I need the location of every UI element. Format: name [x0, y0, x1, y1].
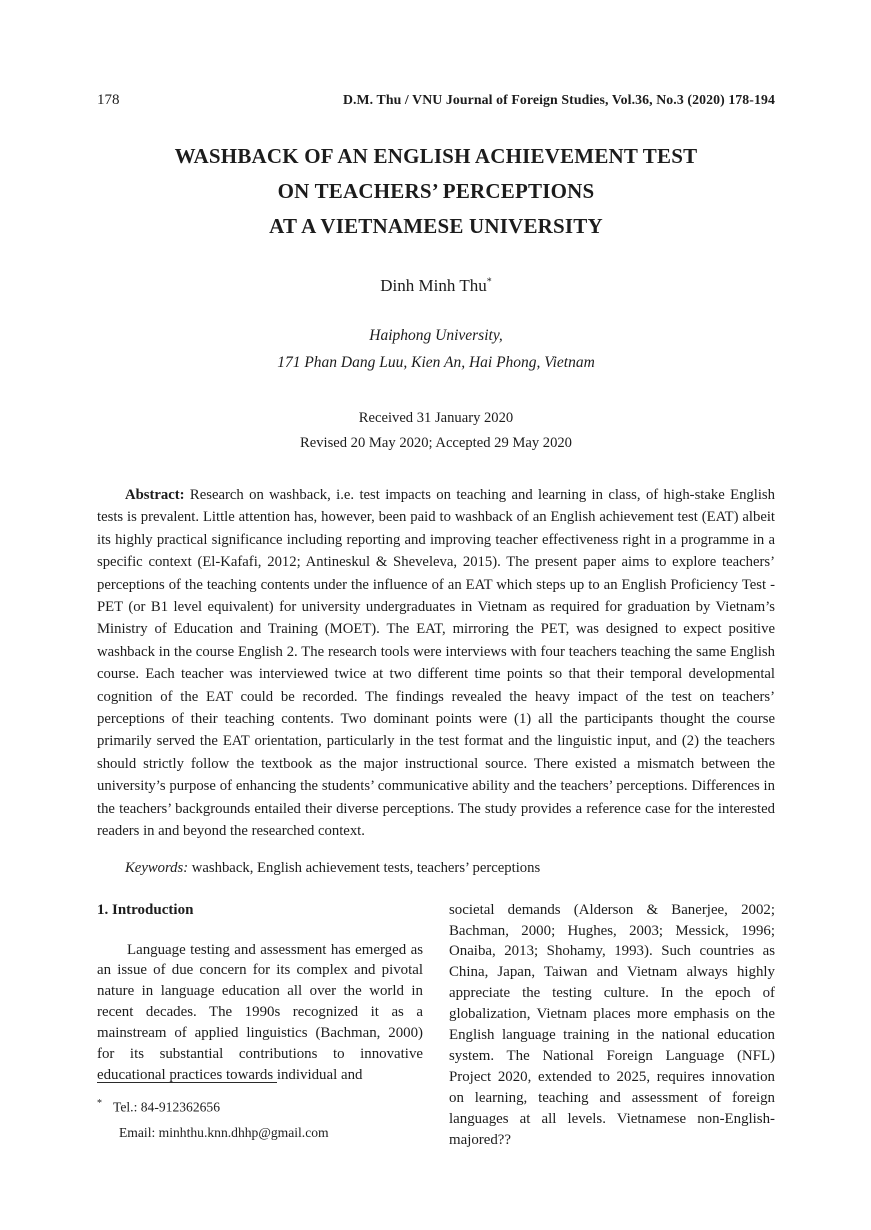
footnote-tel-line	[97, 1091, 437, 1120]
footnote-tel: Tel.: 84-912362656	[113, 1099, 221, 1115]
author-footnote-marker: *	[486, 276, 492, 288]
author-name: Dinh Minh Thu	[380, 276, 487, 295]
page-number: 178	[97, 92, 120, 108]
footnote-marker: *	[97, 1098, 102, 1109]
keywords-label: Keywords:	[125, 860, 189, 877]
page-header	[97, 92, 775, 109]
keywords-text: washback, English achievement tests, teachers’ perceptions	[188, 860, 541, 877]
revised-accepted-date: Revised 20 May 2020; Accepted 29 May 2020	[300, 435, 572, 451]
keywords-line	[97, 857, 775, 879]
footnote-email: Email: minhthu.knn.dhhp@gmail.com	[119, 1124, 329, 1140]
paper-title-line2: ON TEACHERS’ PERCEPTIONS	[277, 179, 595, 203]
affiliation-line2: 171 Phan Dang Luu, Kien An, Hai Phong, Vietnam	[277, 354, 595, 371]
introduction-right-text: societal demands (Alderson & Banerjee, 2002; Bachman, 2000; Hughes, 2003; Messick, 1996; Onaiba, 2013; Shohamy, 1993). Such countries as China, Japan, Taiwan and Vietnam always highly appreciate the testing culture. In the epoch of globalization, Vietnam places more emphasis on the English language training in the national education system. The National Foreign Language (NFL) Project 2020, extended to 2025, requires innovation on learning, teaching and assessment of foreign languages at all levels. Vietnamese non-English-majored??	[449, 901, 775, 1148]
author-line	[97, 276, 775, 296]
paper-title-line1: WASHBACK OF AN ENGLISH ACHIEVEMENT TEST	[174, 144, 698, 168]
paper-title	[97, 139, 775, 244]
abstract-paragraph	[97, 484, 775, 843]
affiliation	[97, 322, 775, 376]
abstract-label: Abstract:	[125, 487, 185, 503]
introduction-left-text: Language testing and assessment has emerged as an issue of due concern for its complex and pivotal nature in language education all over the world in recent decades. The 1990s recognized it as a mainstream of applied linguistics (Bachman, 2000) for its substantial contributions to innovative educational practices towards individual and	[97, 941, 423, 1083]
abstract-text: Research on washback, i.e. test impacts on teaching and learning in class, of high-stake English tests is prevalent. Little attention has, however, been paid to washback of an English achievement test (EAT) albeit its highly practical significance including reporting and improving teacher effectiveness right in a programme in a specific context (El-Kafafi, 2012; Antineskul & Sheveleva, 2015). The present paper aims to explore teachers’ perceptions of the teaching contents under the influence of an EAT which steps up to an English Proficiency Test - PET (or B1 level equivalent) for university undergraduates in Vietnam as required for graduation by Vietnam’s Ministry of Education and Training (MOET). The EAT, mirroring the PET, was designed to expect positive washback in the course English 2. The research tools were interviews with four teachers teaching the same English course. Each teacher was interviewed twice at two different time points so that their temporal developmental cognition of the EAT could be recorded. The findings revealed the heavy impact of the test on teachers’ perceptions of their teaching contents. Two dominant points were (1) all the participants thought the course primarily served the EAT orientation, particularly in the test format and the linguistic input, and (2) the teachers should strictly follow the textbook as the major instructional source. There existed a mismatch between the university’s purpose of enhancing the students’ communicative ability and the teachers’ perceptions. Differences in the teachers’ backgrounds entailed their diverse perceptions. The study provides a reference case for the interested readers in and beyond the researched context.	[97, 487, 775, 840]
affiliation-line1: Haiphong University,	[369, 327, 503, 344]
footnote-divider	[97, 1082, 277, 1083]
journal-running-head: D.M. Thu / VNU Journal of Foreign Studies, Vol.36, No.3 (2020) 178-194	[342, 92, 775, 107]
section-heading-introduction: 1. Introduction	[97, 901, 194, 918]
right-column	[449, 900, 775, 1151]
author-footnote	[97, 1082, 437, 1145]
received-date: Received 31 January 2020	[358, 410, 514, 426]
article-dates	[97, 406, 775, 456]
paper-title-line3: AT A VIETNAMESE UNIVERSITY	[269, 214, 603, 238]
